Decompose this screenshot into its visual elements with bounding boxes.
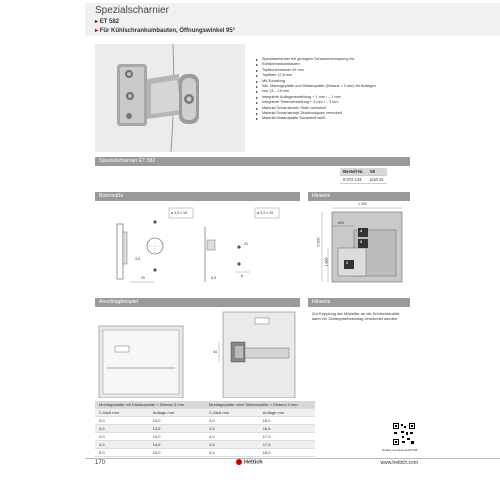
drilling-diagram — [95, 202, 300, 290]
table-cell: 17,0 — [259, 433, 315, 441]
table-cell: 14,5 — [149, 441, 205, 449]
qr-code[interactable] — [393, 423, 415, 445]
product-photo — [95, 44, 245, 152]
feature-item: ▸ Material Distanzplatte Kunststoff weiß — [256, 116, 436, 121]
dim-label: 20 — [141, 276, 145, 280]
table-cell: 4,0 — [205, 433, 259, 441]
table-cell: 4,5 — [95, 441, 149, 449]
marker-badge: 2 — [346, 261, 348, 265]
feature-item: ▸ Topftiefe 12,8 mm — [256, 73, 436, 78]
table-row — [95, 417, 315, 425]
dim-label: ø 4,2 x 15 — [257, 211, 273, 215]
drilling-drawing — [95, 202, 300, 290]
feature-item: ▸ Integrierte Auflageverstellung + 1 mm / – 1 mm — [256, 95, 436, 100]
marker-badge: 3 — [360, 240, 362, 244]
order-header-unit: VE — [367, 168, 387, 176]
table-row — [95, 433, 315, 441]
section-anschlag: Anschlagbeispiel — [95, 298, 300, 307]
table-cell: 5,0 — [95, 449, 149, 457]
product-code: ▸ ET 582 — [95, 18, 119, 25]
order-unit: 1/10 St. — [367, 176, 387, 184]
table-cell: 3,5 — [95, 425, 149, 433]
table-cell: 3,0 — [95, 417, 149, 425]
table-cell: 3,0 — [205, 417, 259, 425]
qr-code-icon — [393, 423, 415, 445]
dim-label: 2 600 — [316, 237, 321, 247]
table-cell: 3,5 — [205, 425, 259, 433]
table-cell: 18,0 — [259, 449, 315, 457]
brand-name: Hettich — [244, 459, 263, 466]
page-title: Spezialscharnier — [95, 5, 169, 16]
table-cell: 15,0 — [149, 449, 205, 457]
page-header — [0, 0, 500, 38]
table-cell: 14,0 — [149, 433, 205, 441]
table-cell: 5,0 — [205, 449, 259, 457]
dim-label: 5,5 — [211, 276, 216, 280]
group-header-with-spacer: Montageplatte mit Distanzplatte = Distanz 3 mm — [95, 401, 205, 409]
feature-item: ▸ Spezialscharnier mit geringem Scharnierarmsprung für — [256, 57, 436, 62]
dim-label: 6 — [241, 274, 243, 278]
table-cell: 4,5 — [205, 441, 259, 449]
dim-label: 3,5 — [135, 257, 140, 261]
table-row — [95, 425, 315, 433]
product-section-bar: Spezialscharnier ET 582 — [95, 157, 410, 166]
mounting-drawing — [95, 308, 300, 398]
dim-label: 44 — [213, 350, 217, 354]
column-header: C-Maß mm — [205, 409, 259, 417]
order-number: 0 072 134 — [340, 176, 367, 184]
table-cell: 16,0 — [259, 417, 315, 425]
mounting-plate-table — [95, 401, 315, 457]
feature-item: ▸ Material Scharnierarm Stahl vernickelt — [256, 106, 436, 111]
table-cell: 17,5 — [259, 441, 315, 449]
feature-item: ▸ Topfdurchmesser 26 mm — [256, 68, 436, 73]
table-cell: 13,5 — [149, 425, 205, 433]
column-header: Auflage mm — [149, 409, 205, 417]
marker-badge: 4 — [360, 229, 362, 233]
feature-item: ▸ Kühlschrankumbauten — [256, 62, 436, 67]
table-cell: 16,5 — [259, 425, 315, 433]
section-hinweis-2: Hinweis — [308, 298, 410, 307]
feature-item: ▸ Material Scharniertopf Zinkdruckguss vernickelt — [256, 111, 436, 116]
group-header-without-spacer: Montageplatte ohne Distanzplatte = Distanz 0 mm — [205, 401, 315, 409]
dim-label: 1 800 — [324, 257, 329, 267]
dim-label: 600 — [338, 221, 344, 225]
column-header: Auflage mm — [259, 409, 315, 417]
hinge-illustration — [95, 44, 245, 152]
cabinet-diagram — [308, 202, 410, 290]
mounting-diagram — [95, 308, 300, 398]
table-cell: 4,0 — [95, 433, 149, 441]
page-number: 170 — [95, 460, 106, 466]
feature-item: ▸ von 13 – 18 mm — [256, 89, 436, 94]
cabinet-drawing — [308, 202, 410, 290]
brand-logo — [236, 459, 263, 465]
column-header: C-Maß mm — [95, 409, 149, 417]
order-table — [340, 168, 387, 184]
website-link[interactable]: www.hettich.com — [380, 460, 418, 466]
dim-label: 1 200 — [358, 202, 367, 206]
order-header-number: Bestell-Nr. — [340, 168, 367, 176]
qr-caption: Hettich.com/scan/s103768 — [382, 448, 418, 452]
feature-list — [256, 57, 436, 122]
feature-item: ▸ Integrierte Tiefenverstellung + 3 mm / – 3 mm — [256, 100, 436, 105]
logo-mark-icon — [236, 459, 242, 465]
feature-item: ▸ Inkl. Montageplatte und Distanzplatte (Distanz = 3 mm) für Auflagen — [256, 84, 436, 89]
section-bohrmasse: Bohrmaße — [95, 192, 300, 201]
product-subtitle: ▸ Für Kühlschrankumbauten, Öffnungswinkel 95° — [95, 27, 235, 34]
table-cell: 13,0 — [149, 417, 205, 425]
feature-item: ▸ Mit Zuhaltung — [256, 79, 436, 84]
dim-label: 31 — [244, 242, 248, 246]
dim-label: ø 3,0 x 16 — [171, 211, 187, 215]
section-hinweis: Hinweis — [308, 192, 410, 201]
table-row — [95, 441, 315, 449]
table-row — [95, 449, 315, 457]
footer-divider — [85, 458, 500, 459]
hinweis-note: Zur Kupplung der Möbeltür an die Kühlschranktür kann ein Schlepptürbeschlag verwendet werden. — [312, 311, 400, 322]
